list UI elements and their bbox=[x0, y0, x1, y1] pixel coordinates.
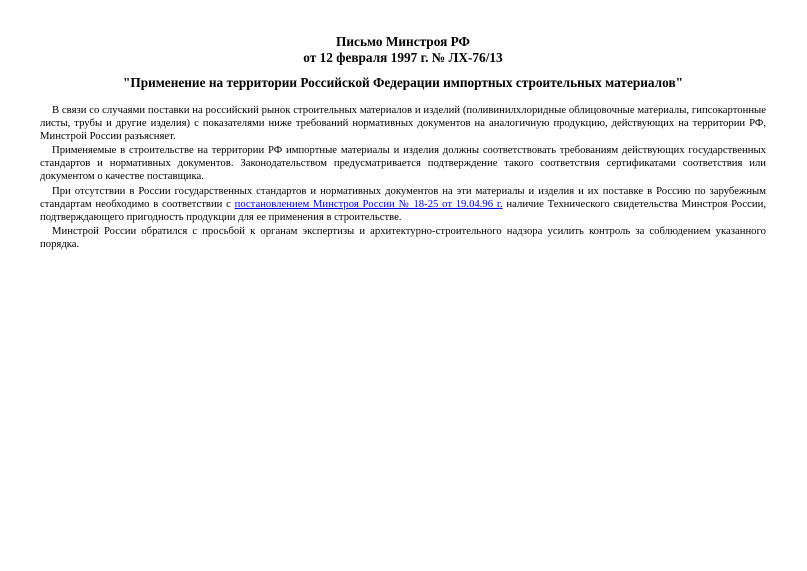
document-header bbox=[40, 34, 766, 66]
paragraph-2: Применяемые в строительстве на территории РФ импортные материалы и изделия должны соответствовать требованиям действующих государственных стандартов и нормативных документов. Законодательством предусматривается подтверждение такого соответствия сертификатами соответствия или документом о качестве поставщика. bbox=[40, 144, 766, 183]
decree-link[interactable]: постановлением Минстроя России № 18-25 от 19.04.96 г. bbox=[234, 197, 503, 210]
document-title: Письмо Минстроя РФ bbox=[336, 34, 470, 49]
paragraph-4: Минстрой России обратился с просьбой к органам экспертизы и архитектурно-строительного надзора усилить контроль за соблюдением указанного порядка. bbox=[40, 224, 766, 250]
document-date-number: от 12 февраля 1997 г. № ЛХ-76/13 bbox=[303, 50, 503, 65]
document-body bbox=[40, 104, 766, 251]
paragraph-1: В связи со случаями поставки на российский рынок строительных материалов и изделий (поливинилхлоридные облицовочные материалы, гипсокартонные листы, трубы и другие изделия) с показателями ниже требований нормативных документов на аналогичную продукцию, действующих на территории РФ, Минстрой России разъясняет. bbox=[40, 104, 766, 143]
paragraph-3-text-after: наличие Технического свидетельства Минстроя России, подтверждающего пригодность продукции для ее применения в строительстве. bbox=[40, 197, 767, 223]
paragraph-3 bbox=[40, 185, 766, 224]
paragraph-3-text-before: При отсутствии в России государственных стандартов и нормативных документов на эти материалы и изделия и их поставке в Россию по зарубежным стандартам необходимо в соответствии с bbox=[40, 184, 766, 210]
document-subject: "Применение на территории Российской Федерации импортных строительных материалов" bbox=[122, 75, 684, 90]
document-page bbox=[40, 34, 766, 251]
